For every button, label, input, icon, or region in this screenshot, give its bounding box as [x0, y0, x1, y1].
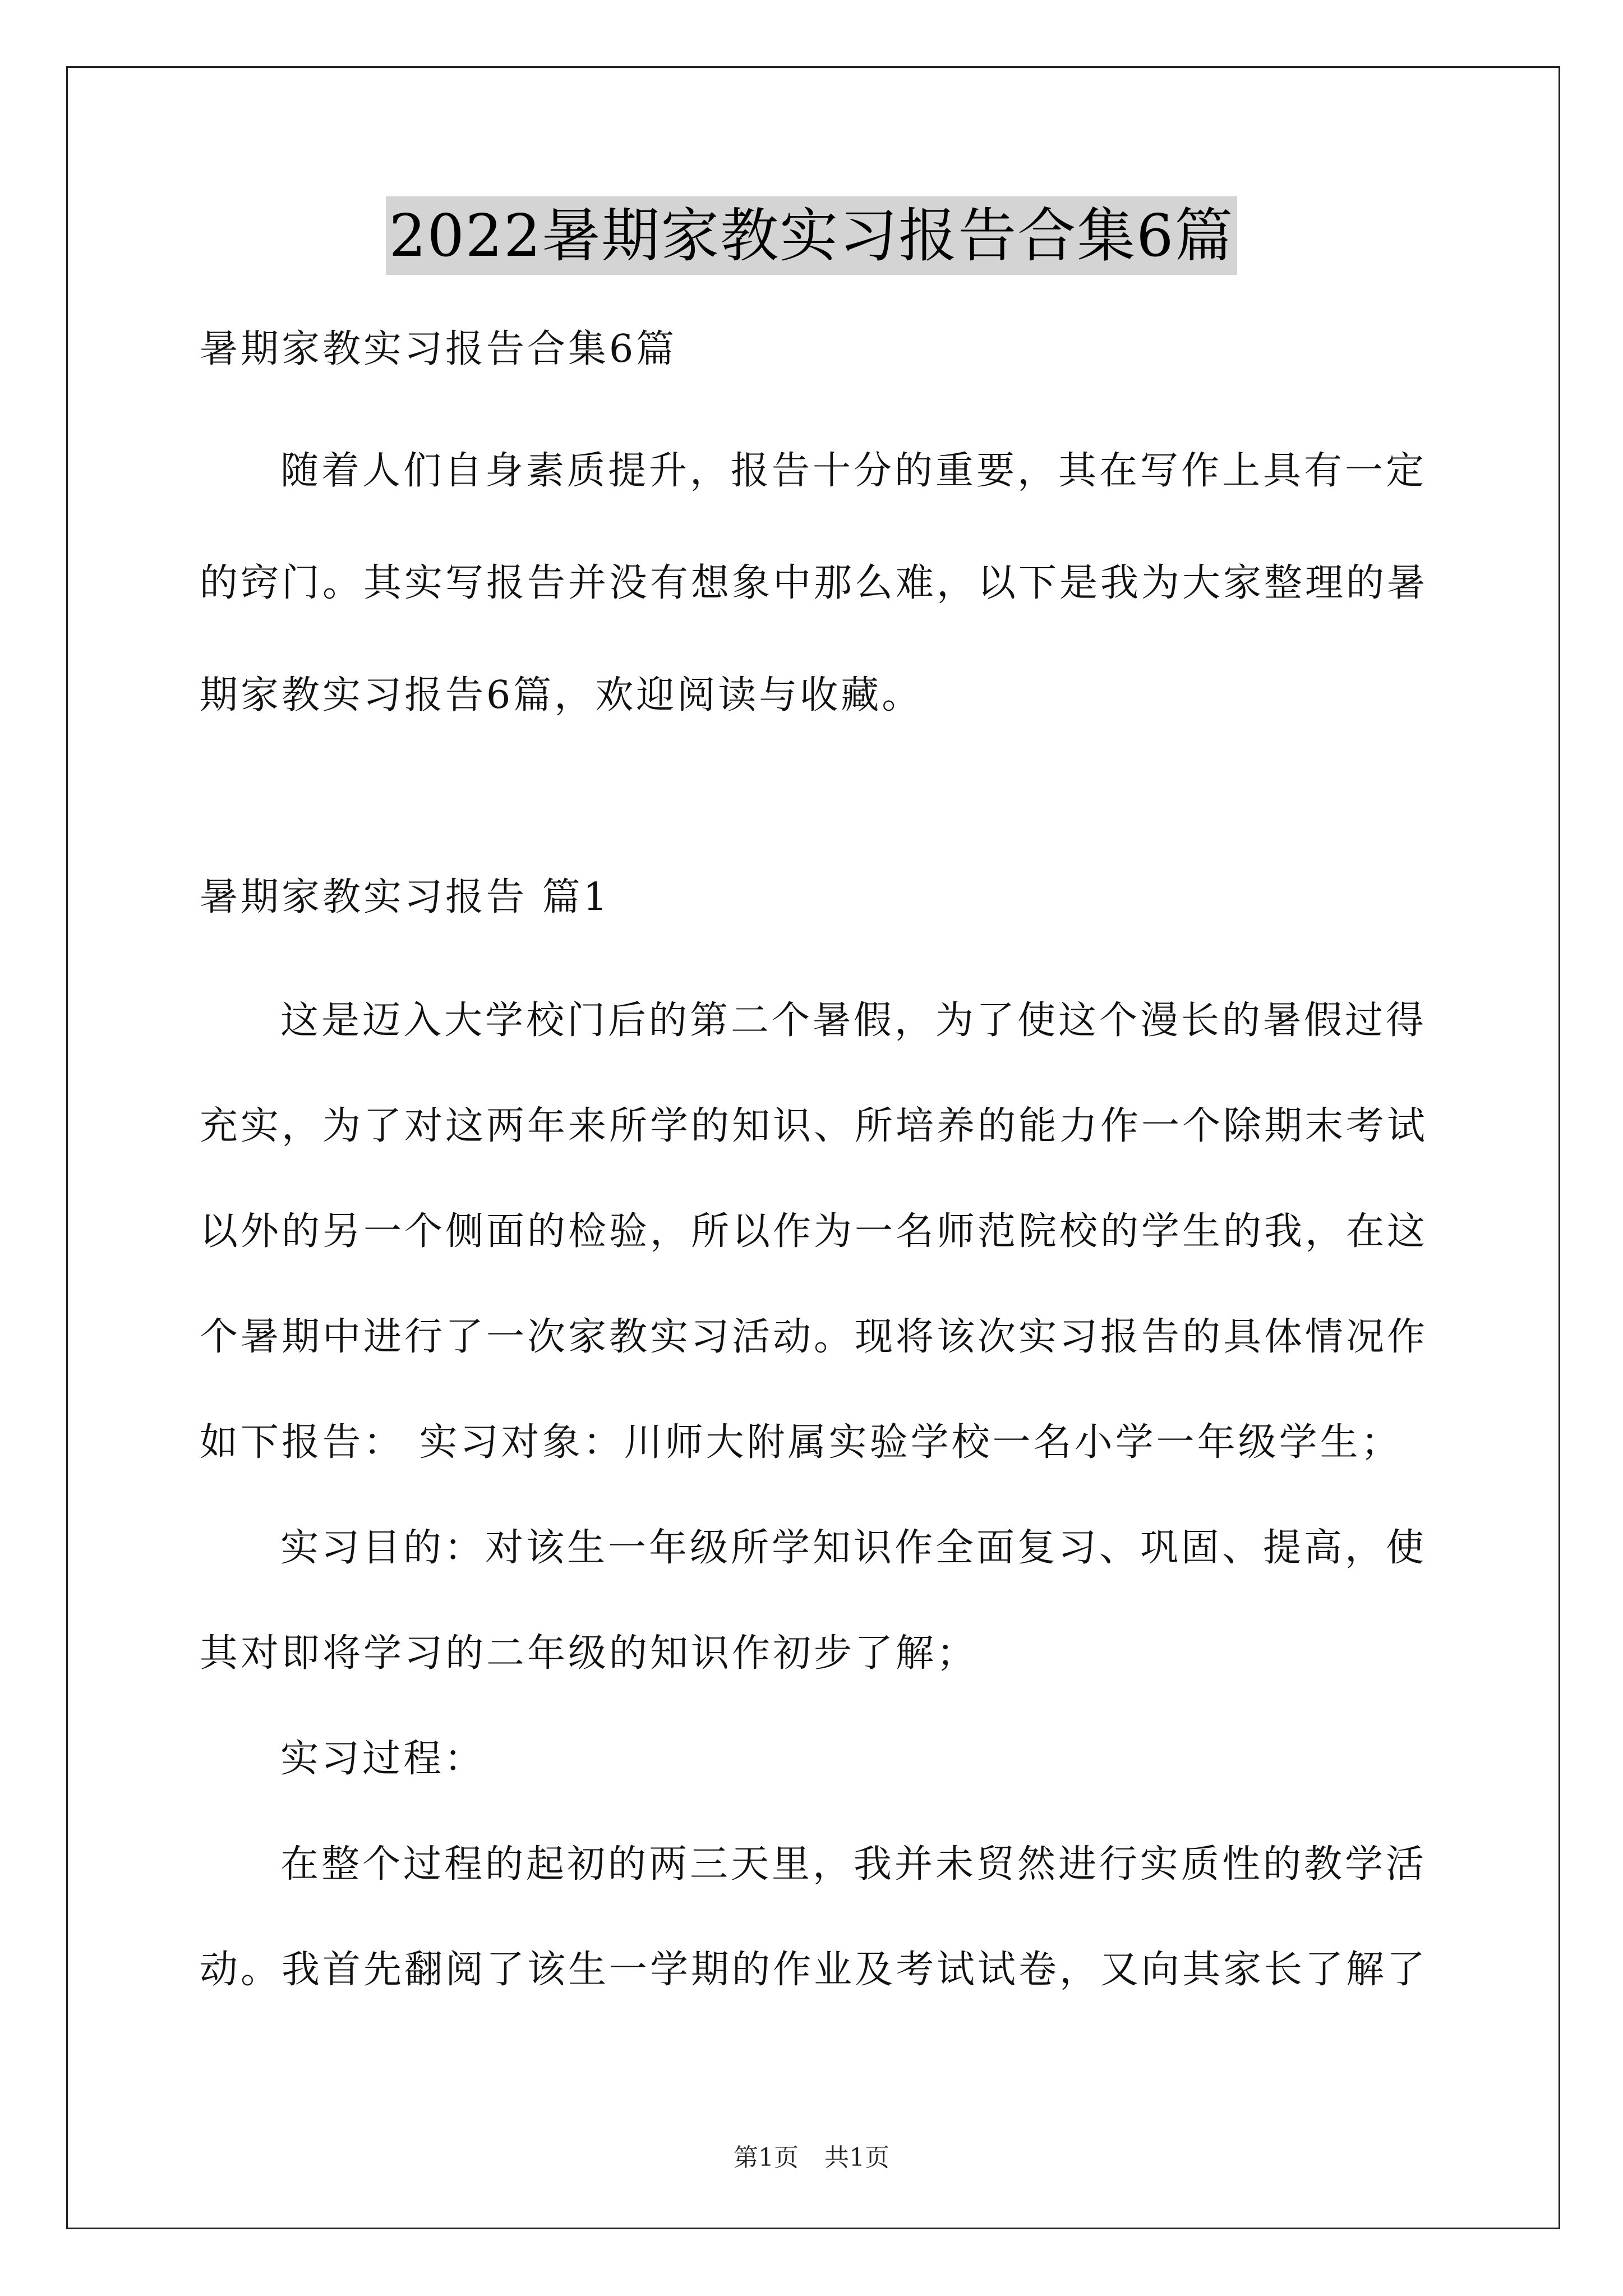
body-line: 个暑期中进行了一次家教实习活动。现将该次实习报告的具体情况作 — [200, 1315, 1428, 1359]
page-footer — [0, 2137, 1623, 2173]
body-line: 以外的另一个侧面的检验，所以作为一名师范院校的学生的我，在这 — [200, 1209, 1428, 1254]
body-line: 充实，为了对这两年来所学的知识、所培养的能力作一个除期末考试 — [200, 1104, 1428, 1148]
document-subtitle: 暑期家教实习报告合集6篇 — [200, 327, 677, 371]
body-line: 这是迈入大学校门后的第二个暑假，为了使这个漫长的暑假过得 — [280, 999, 1427, 1043]
title-container — [0, 196, 1623, 275]
document-title: 2022暑期家教实习报告合集6篇 — [386, 196, 1238, 275]
intro-line: 随着人们自身素质提升，报告十分的重要，其在写作上具有一定 — [280, 449, 1427, 493]
intro-line: 期家教实习报告6篇，欢迎阅读与收藏。 — [200, 673, 923, 717]
section-heading: 暑期家教实习报告 篇1 — [200, 875, 610, 919]
body-line: 实习过程： — [280, 1737, 486, 1781]
intro-line: 的窍门。其实写报告并没有想象中那么难，以下是我为大家整理的暑 — [200, 561, 1428, 605]
body-line: 如下报告： 实习对象：川师大附属实验学校一名小学一年级学生； — [200, 1420, 1402, 1465]
body-line: 动。我首先翻阅了该生一学期的作业及考试试卷，又向其家长了解了 — [200, 1948, 1428, 1992]
body-line: 实习目的：对该生一年级所学知识作全面复习、巩固、提高，使 — [280, 1526, 1427, 1570]
body-line: 其对即将学习的二年级的知识作初步了解； — [200, 1631, 978, 1676]
page-total: 共1页 — [824, 2143, 889, 2172]
page-number: 第1页 — [734, 2143, 799, 2172]
body-line: 在整个过程的起初的两三天里，我并未贸然进行实质性的教学活 — [280, 1842, 1427, 1887]
